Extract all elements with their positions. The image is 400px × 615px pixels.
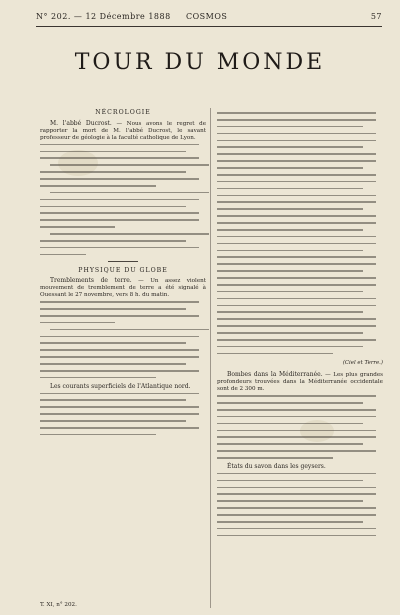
text-line: [217, 416, 376, 418]
text-line: [217, 270, 363, 272]
text-line: [217, 480, 363, 482]
header-rule: [36, 26, 382, 27]
bombs-intro: — Les plus grandes profondeurs trouvées dans la Méditerranée occidentale sont de 2 300 m.: [217, 372, 383, 393]
text-line: [40, 157, 199, 159]
section-title-necrologie: NÉCROLOGIE: [95, 109, 151, 116]
text-line: [217, 528, 376, 530]
text-line: [217, 423, 363, 425]
text-line: [40, 185, 156, 187]
page-number: 57: [370, 12, 382, 21]
text-line: [40, 356, 199, 358]
currents-heading: Les courants superficiels de l'Atlantique nord.: [50, 382, 191, 390]
page-title: TOUR DU MONDE: [74, 50, 326, 75]
text-line: [40, 247, 199, 249]
text-line: [40, 226, 115, 228]
text-line: [217, 153, 376, 155]
section-divider: [108, 261, 138, 262]
text-line: [217, 208, 363, 210]
text-line: [40, 178, 199, 180]
text-line: [217, 409, 376, 411]
text-line: [217, 201, 376, 203]
text-line: [40, 399, 186, 401]
text-line: [40, 377, 156, 379]
column-divider: [210, 108, 211, 608]
text-line: [40, 206, 186, 208]
geysers-body: [217, 473, 383, 537]
text-line: [217, 188, 363, 190]
text-line: [217, 487, 376, 489]
bombs-paragraph: [217, 372, 383, 393]
text-line: [40, 427, 199, 429]
text-line: [40, 342, 186, 344]
text-line: [50, 233, 209, 235]
text-line: [217, 353, 333, 355]
currents-body: [40, 393, 206, 436]
text-line: [217, 167, 363, 169]
obituary-paragraph: [40, 121, 206, 142]
text-line: [217, 119, 376, 121]
text-line: [217, 146, 363, 148]
text-line: [217, 277, 376, 279]
right-column: [217, 110, 383, 542]
quake-paragraph: [40, 278, 206, 299]
geysers-paragraph: [217, 464, 383, 471]
text-line: [217, 535, 376, 537]
text-line: [40, 336, 199, 338]
text-line: [217, 395, 376, 397]
text-line: [217, 250, 363, 252]
text-line: [217, 243, 376, 245]
text-line: [40, 199, 199, 201]
currents-paragraph: [40, 384, 206, 391]
text-line: [217, 256, 376, 258]
text-line: [217, 195, 376, 197]
text-line: [217, 311, 363, 313]
text-line: [40, 370, 199, 372]
source-attribution: (Ciel et Terre.): [342, 359, 383, 366]
text-line: [40, 413, 199, 415]
text-line: [40, 322, 115, 324]
text-line: [50, 164, 209, 166]
geysers-heading: États du savon dans les geysers.: [227, 462, 326, 470]
text-line: [40, 363, 186, 365]
section-title-physique: PHYSIQUE DU GLOBE: [78, 266, 168, 274]
text-line: [40, 240, 186, 242]
quake-intro: — Un assez violent mouvement de tremblement de terre a été signalé à Ouessant le 27 novembre, vers 8 h. du matin.: [40, 278, 206, 299]
text-line: [40, 315, 199, 317]
left-column: [40, 110, 206, 441]
page-header: [36, 10, 382, 24]
text-line: [40, 434, 156, 436]
text-line: [217, 229, 363, 231]
footnote: T. XI, n° 202.: [40, 602, 77, 608]
obituary-body: [40, 144, 206, 256]
text-line: [217, 402, 363, 404]
text-line: [217, 140, 376, 142]
text-line: [40, 212, 199, 214]
text-line: [217, 305, 376, 307]
text-line: [40, 393, 199, 395]
text-line: [40, 254, 86, 256]
text-line: [217, 436, 376, 438]
text-line: [217, 222, 376, 224]
text-line: [50, 192, 209, 194]
text-line: [217, 514, 376, 516]
text-line: [217, 318, 376, 320]
obituary-name: M. l'abbé Ducrost.: [50, 119, 112, 127]
text-line: [217, 298, 376, 300]
text-line: [217, 500, 363, 502]
obituary-intro: — Nous avons le regret de rapporter la mort de M. l'abbé Ducrost, le savant professeur de géologie à la faculté catholique de Lyon.: [40, 120, 207, 141]
text-line: [40, 144, 199, 146]
text-line: [40, 301, 199, 303]
text-line: [217, 430, 376, 432]
text-line: [40, 406, 199, 408]
text-line: [217, 284, 376, 286]
text-line: [217, 521, 363, 523]
text-line: [40, 151, 186, 153]
text-line: [217, 325, 376, 327]
text-line: [217, 181, 376, 183]
text-line: [217, 291, 363, 293]
text-line: [217, 443, 363, 445]
text-line: [217, 133, 376, 135]
text-line: [217, 332, 363, 334]
text-line: [217, 236, 376, 238]
quake-heading: Tremblements de terre.: [50, 277, 132, 285]
text-line: [217, 346, 363, 348]
text-line: [217, 112, 376, 114]
text-line: [40, 171, 186, 173]
text-line: [217, 493, 376, 495]
text-line: [217, 339, 376, 341]
text-line: [217, 263, 376, 265]
text-line: [217, 126, 363, 128]
quake-body: [40, 301, 206, 378]
text-line: [217, 450, 376, 452]
text-line: [217, 507, 376, 509]
text-line: [217, 473, 376, 475]
text-line: [217, 160, 376, 162]
bombs-body: [217, 395, 383, 459]
text-line: [217, 215, 376, 217]
text-line: [40, 349, 199, 351]
continued-article-body: [217, 112, 383, 354]
bombs-heading: Bombes dans la Méditerranée.: [227, 371, 323, 379]
journal-name: COSMOS: [186, 12, 228, 21]
text-line: [217, 174, 376, 176]
text-line: [40, 219, 199, 221]
text-line: [40, 308, 186, 310]
text-line: [50, 329, 209, 331]
text-line: [217, 457, 333, 459]
text-line: [40, 420, 186, 422]
issue-info: N° 202. — 12 Décembre 1888: [36, 12, 171, 21]
